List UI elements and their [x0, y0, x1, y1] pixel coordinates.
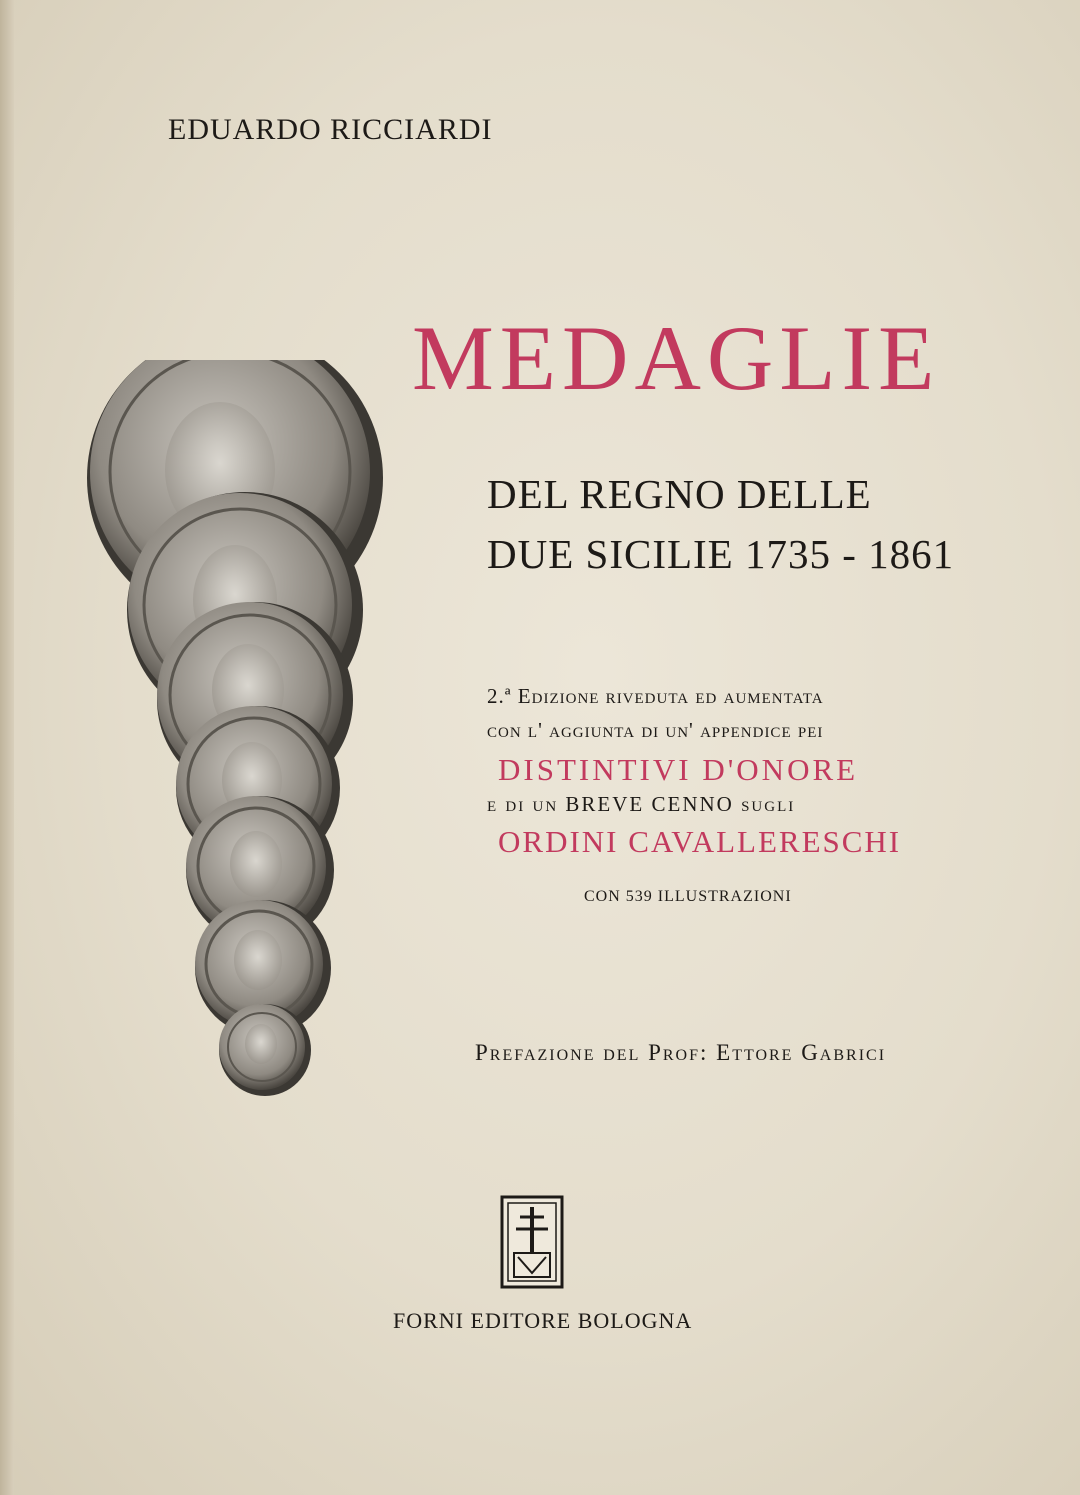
highlight-distintivi: DISTINTIVI D'ONORE: [498, 752, 859, 787]
book-title: MEDAGLIE: [412, 307, 941, 409]
subtitle-line-2: DUE SICILIE 1735 - 1861: [487, 531, 955, 577]
medal-7: [219, 1004, 311, 1096]
subtitle-line-1: DEL REGNO DELLE: [487, 471, 872, 517]
highlight-ordini: ORDINI CAVALLERESCHI: [498, 824, 902, 859]
edition-line-3: e di un BREVE CENNO sugli: [487, 792, 796, 816]
edition-line-1: 2.ª Edizione riveduta ed aumentata: [487, 684, 824, 708]
illustrations-count: CON 539 ILLUSTRAZIONI: [584, 888, 792, 905]
preface-credit: Prefazione del Prof: Ettore Gabrici: [475, 1040, 887, 1065]
publisher-name: FORNI EDITORE BOLOGNA: [393, 1308, 693, 1333]
medals-illustration: [80, 360, 400, 1100]
author-name: EDUARDO RICCIARDI: [168, 113, 493, 146]
edition-line-2: con l' aggiunta di un' appendice pei: [487, 718, 824, 742]
cross-monogram-icon: [500, 1195, 564, 1289]
